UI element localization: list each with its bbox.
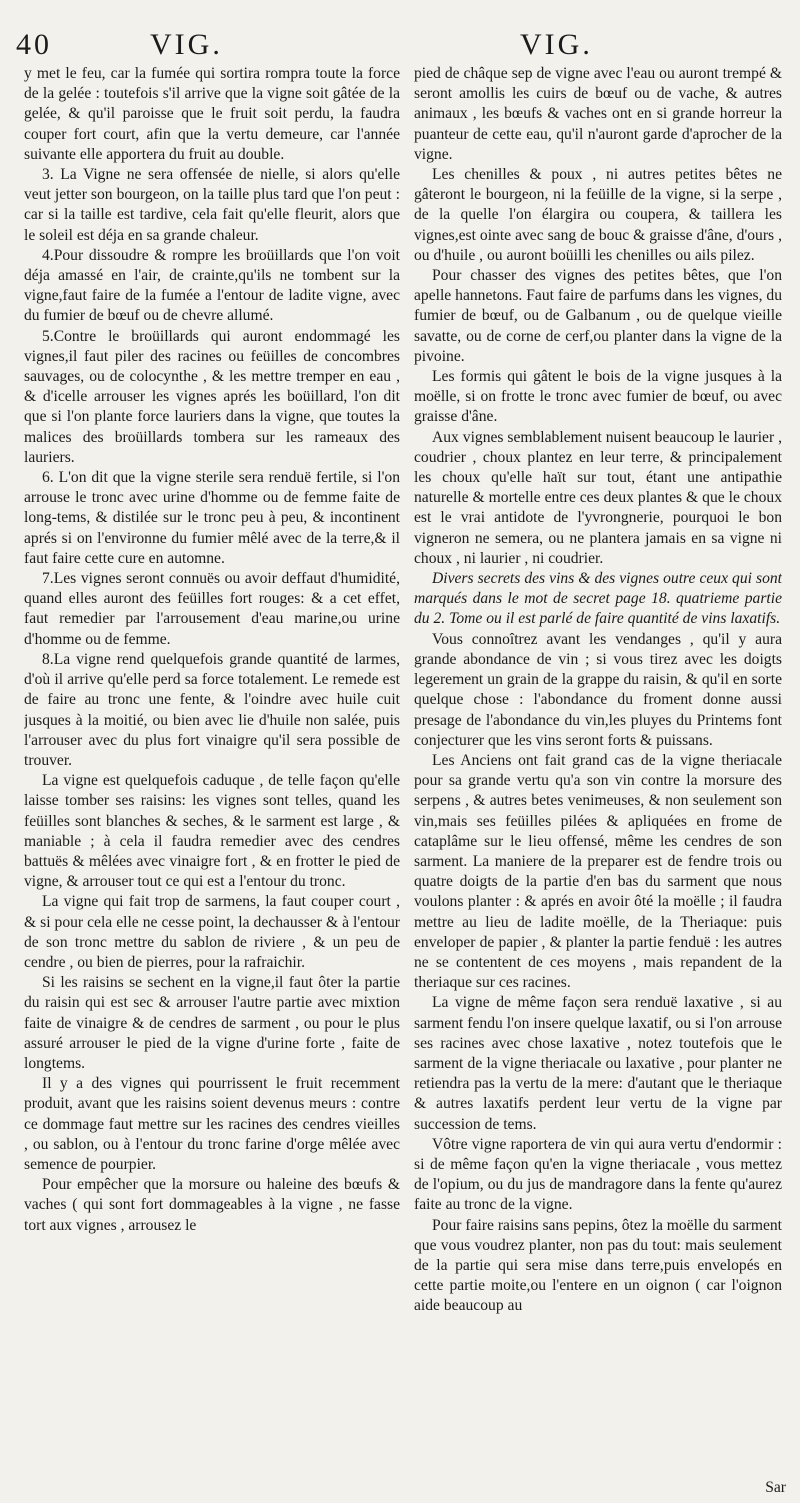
paragraph: pied de châque sep de vigne avec l'eau ou auront trempé & seront amollis les cuirs de bœuf ou de vache, & autres animaux , les bœufs & vaches ont en si grande horreur la puanteur de cette eau, qu'il n'auront garde d'aprocher de la vigne. — [414, 65, 782, 163]
paragraph: 5.Contre le broüillards qui auront endommagé les vignes,il faut piler des racines ou feüilles de concombres sauvages, ou de colocynthe , & les mettre tremper en eau , & d'icelle arrouser les vignes aprés les boüillard, l'on dit que si l'on plante force lauriers dans la vigne, que toutes la malices des broüillards tombera sur les rameaux des lauriers. — [24, 327, 400, 466]
paragraph: Aux vignes semblablement nuisent beaucoup le laurier , coudrier , choux plantez en leur terre, & principalement les choux qu'elle haït sur tout, étant une antipathie naturelle & mortelle entre ces deux plantes & que le choux est le vrai antidote de l'yvrongnerie, pourquoi le bon vigneron ne semera, ou ne plantera jamais en sa vigne ni choux , ni laurier , ni coudrier. — [414, 428, 782, 567]
paragraph: Pour empêcher que la morsure ou haleine des bœufs & vaches ( qui sont fort dommageables à la vigne , ne fasse tort aux vignes , arrousez le — [24, 1176, 400, 1234]
paragraph: La vigne qui fait trop de sarmens, la faut couper court , & si pour cela elle ne cesse point, la dechausser & à l'entour de son tronc mettre du sablon de riviere , & un peu de cendre , ou bien de pierres, pour la rafraichir. — [24, 893, 400, 971]
paragraph: Pour chasser des vignes des petites bêtes, que l'on apelle hannetons. Faut faire de parfums dans les vignes, du fumier de bœuf, ou de Galbanum , ou de quelque vieille savatte, ou de corne de cerf,ou planter dans la vigne de la pivoine. — [414, 267, 782, 365]
paragraph: 4.Pour dissoudre & rompre les broüillards que l'on voit déja amassé en l'air, de crainte,qu'ils ne tombent sur la vigne,faut faire de la fumée a l'entour de ladite vigne, avec du fumier de bœuf ou de chevre allumé. — [24, 246, 400, 325]
paragraph: 7.Les vignes seront connuës ou avoir deffaut d'humidité, quand elles auront des feüilles fort rouges: & a cet effet, faut remedier par l'arrousement d'eau marine,ou urine d'homme ou de femme. — [24, 570, 400, 648]
paragraph: 6. L'on dit que la vigne sterile sera renduë fertile, si l'on arrouse le tronc avec urine d'homme ou de femme faite de long-tems, & distilée sur le tronc peu à peu, & incontinent aprés si on l'environne du fumier mêlé avec de la terre,& il faut faire cette cure en automne. — [24, 469, 400, 567]
paragraph: 3. La Vigne ne sera offensée de nielle, si alors qu'elle veut jetter son bourgeon, on la taille plus tard que l'on peut : car si la taille est tardive, cela fait qu'elle fleurit, alors que le soleil est déja en sa grande chaleur. — [24, 166, 400, 244]
left-column — [24, 64, 400, 1485]
paragraph: Les chenilles & poux , ni autres petites bêtes ne gâteront le bourgeon, ni la feüille de la vigne, si la serpe , de la quelle l'on élargira ou coupera, & taillera les vignes,est ointe avec sang de bouc & graisse d'âne, d'ours , ou d'huile , ou auront boüilli les chenilles ou ails pilez. — [414, 166, 782, 264]
catchword: Sar — [765, 1479, 786, 1496]
paragraph: Il y a des vignes qui pourrissent le fruit recemment produit, avant que les raisins soient devenus meurs : contre ce dommage faut mettre sur les racines des cendres vieilles , ou sablon, ou à l'entour du tronc farine d'orge mêlée avec semence de pourpier. — [24, 1075, 400, 1173]
paragraph: Vôtre vigne raportera de vin qui aura vertu d'endormir : si de même façon qu'en la vigne theriacale , vous mettez de l'opium, ou du jus de mandragore dans la fente qu'aurez faite au tronc de la vigne. — [414, 1135, 782, 1214]
paragraph: Vous connoîtrez avant les vendanges , qu'il y aura grande abondance de vin ; si vous tirez avec les doigts legerement un grain de la grappe du raisin, & qu'il en sorte quelque chose : l'abondance du froment donne aussi presage de l'abondance du vin,les pluyes du Printems font conjecturer que les vins seront forts & puissans. — [414, 630, 782, 749]
running-head-left: VIG. — [150, 28, 223, 61]
paragraph: Pour faire raisins sans pepins, ôtez la moëlle du sarment que vous voudrez planter, non pas du tout: mais seulement de la partie qui sera mise dans terre,puis envelopés en cette partie moite,ou l'entere en un oignon ( car l'oignon aide beaucoup au — [414, 1216, 782, 1315]
page-number: 40 — [16, 28, 52, 61]
right-column — [414, 64, 782, 1485]
paragraph: Si les raisins se sechent en la vigne,il faut ôter la partie du raisin qui est sec & arrouser l'autre partie avec mixtion faite de vinaigre & de cendres de sarment , ou pour le plus assuré arrouser le pied de la vigne d'urine forte , faite de longtems. — [24, 974, 400, 1072]
paragraph: 8.La vigne rend quelquefois grande quantité de larmes, d'où il arrive qu'elle perd sa force totalement. Le remede est de faire au tronc une fente, & l'oindre avec huile cuit jusques à la moitié, ou bien avec lie d'huile non salée, puis l'arrouser avec du plus fort vinaigre qu'il sera possible de trouver. — [24, 650, 400, 769]
paragraph: Les formis qui gâtent le bois de la vigne jusques à la moëlle, si on frotte le tronc avec fumier de bœuf, ou avec graisse d'âne. — [414, 368, 782, 426]
paragraph: Les Anciens ont fait grand cas de la vigne theriacale pour sa grande vertu qu'a son vin contre la morsure des serpens , & autres betes venimeuses, & non seulement son vin,mais ses feüilles pilées & apliquées en frome de cataplâme sur le lieu offensé, même les cendres de son sarment. La maniere de la preparer est de fendre trois ou quatre doigts de la partie d'en bas du sarment que nous voulons planter : & aprés en avoir ôté la moëlle ; il faudra mettre au lieu de ladite moëlle, de la Theriaque: puis enveloper de papier , & planter la partie fenduë : les autres ne se contentent de ces moyens , mais repandent de la theriaque sur ces racines. — [414, 751, 782, 992]
section-heading: Divers secrets des vins & des vignes outre ceux qui sont marqués dans le mot de secret page 18. quatrieme partie du 2. Tome ou il est parlé de faire quantité de vins laxatifs. — [414, 570, 782, 628]
running-head-right: VIG. — [520, 28, 593, 61]
paragraph: La vigne est quelquefois caduque , de telle façon qu'elle laisse tomber ses raisins: les vignes sont telles, quand les feüilles sont blanches & seches, & le sarment est large , & maniable ; à cela il faudra remedier avec des cendres battuës & mêlées avec vinaigre fort , & en frotter le pied de vigne, & arrouser tout ce qui est a l'entour du tronc. — [24, 772, 400, 891]
paragraph: La vigne de même façon sera renduë laxative , si au sarment fendu l'on insere quelque laxatif, ou si l'on arrouse ses racines avec chose laxative , notez toutefois que le sarment de la vigne theriacale ou laxative , pour planter ne retiendra pas la vertu de la mere: d'autant que le theriaque & autres laxatifs perdent leur vertu de la vigne par succession de tems. — [414, 994, 782, 1133]
paragraph: y met le feu, car la fumée qui sortira rompra toute la force de la gelée : toutefois s'il arrive que la vigne soit gâtée de la gelée, & qu'il paroisse que le fruit soit perdu, la faudra couper fort court, afin que la vertu demeure, car l'année suivante elle apportera du fruit au double. — [24, 65, 400, 163]
